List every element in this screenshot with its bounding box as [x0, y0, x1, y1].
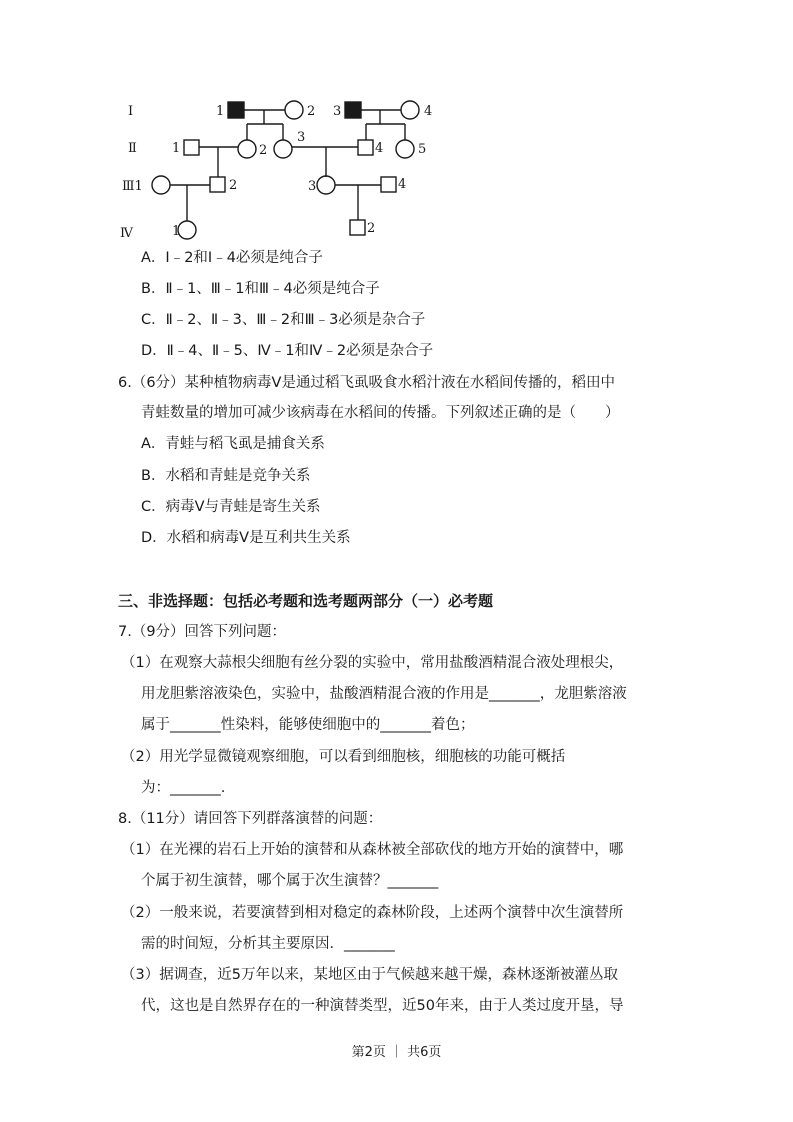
pedigree-I2-female	[285, 101, 303, 119]
page-footer: 第2页 ｜ 共6页	[351, 1045, 442, 1060]
q7-part1-line2: 用龙胆紫溶液染色，实验中，盐酸酒精混合液的作用是_______，龙胆紫溶液	[141, 686, 627, 702]
q6-stem-line1: 6.（6分）某种植物病毒Ⅴ是通过稻飞虱吸食水稻汁液在水稻间传播的，稻田中	[118, 375, 615, 391]
id-II1: 1	[172, 141, 181, 156]
q7-part1-line1: （1）在观察大蒜根尖细胞有丝分裂的实验中，常用盐酸酒精混合液处理根尖，	[121, 655, 624, 671]
q7-part2-line2: 为：_______.	[141, 780, 226, 796]
id-IV2: 2	[367, 221, 376, 236]
q6-option-c: C．病毒Ⅴ与青蛙是寄生关系	[141, 499, 321, 515]
id-III2: 2	[229, 178, 238, 193]
pedigree-III4-male	[381, 177, 396, 192]
pedigree-diagram	[108, 92, 448, 242]
q8-part2-line2: 需的时间短，分析其主要原因．_______	[141, 936, 395, 952]
id-III4: 4	[398, 177, 407, 192]
id-II5: 5	[418, 142, 427, 157]
id-III3: 3	[308, 179, 317, 194]
id-II3: 3	[297, 130, 306, 145]
q7-part2-line1: （2）用光学显微镜观察细胞，可以看到细胞核，细胞核的功能可概括	[121, 749, 566, 765]
q6-stem-line2: 青蛙数量的增加可减少该病毒在水稻间的传播。下列叙述正确的是（ ）	[141, 405, 620, 421]
q5-option-b: B．Ⅱ﹣1、Ⅲ﹣1和Ⅲ﹣4必须是纯合子	[141, 281, 380, 297]
id-II4: 4	[375, 141, 384, 156]
q8-part3-line2: 代，这也是自然界存在的一种演替类型，近50年来，由于人类过度开垦，导	[141, 998, 624, 1014]
pedigree-II3-female	[274, 140, 292, 158]
pedigree-I3-affected-male	[345, 102, 361, 118]
q6-option-a: A．青蛙与稻飞虱是捕食关系	[141, 436, 325, 452]
gen-label-IV: Ⅳ	[120, 226, 133, 241]
gen-label-II: Ⅱ	[128, 141, 137, 156]
pedigree-III2-male	[210, 177, 225, 192]
pedigree-III1-female	[152, 176, 170, 194]
id-I3: 3	[333, 104, 342, 119]
gen-label-III: Ⅲ1	[122, 179, 143, 194]
pedigree-I4-female	[401, 101, 419, 119]
pedigree-III3-female	[317, 176, 335, 194]
gen-label-I: Ⅰ	[128, 104, 134, 119]
q8-stem: 8.（11分）请回答下列群落演替的问题：	[118, 811, 383, 827]
pedigree-II4-male	[358, 140, 373, 155]
q6-option-b: B．水稻和青蛙是竞争关系	[141, 468, 311, 484]
q8-part1-line2: 个属于初生演替，哪个属于次生演替？_______	[141, 873, 439, 889]
pedigree-I1-affected-male	[228, 102, 244, 118]
q7-part1-line3: 属于_______性染料，能够使细胞中的_______着色；	[141, 717, 475, 733]
pedigree-II5-female	[396, 140, 414, 158]
pedigree-II2-female	[238, 140, 256, 158]
q8-part3-line1: （3）据调查，近5万年以来，某地区由于气候越来越干燥，森林逐渐被灌丛取	[121, 967, 618, 983]
q6-option-d: D．水稻和病毒Ⅴ是互利共生关系	[141, 530, 351, 546]
q8-part1-line1: （1）在光裸的岩石上开始的演替和从森林被全部砍伐的地方开始的演替中，哪	[121, 842, 624, 858]
q5-option-a: A．Ⅰ﹣2和Ⅰ﹣4必须是纯合子	[141, 250, 323, 266]
id-II2: 2	[259, 143, 268, 158]
id-IV1: 1	[172, 224, 181, 239]
section-title: 三、非选择题：包括必考题和选考题两部分（一）必考题	[118, 592, 494, 610]
pedigree-II1-male	[184, 140, 199, 155]
q8-part2-line1: （2）一般来说，若要演替到相对稳定的森林阶段，上述两个演替中次生演替所	[121, 905, 624, 921]
id-I1: 1	[216, 104, 225, 119]
pedigree-IV2-male	[350, 220, 365, 235]
q5-option-d: D．Ⅱ﹣4、Ⅱ﹣5、Ⅳ﹣1和Ⅳ﹣2必须是杂合子	[141, 343, 434, 359]
q5-option-c: C．Ⅱ﹣2、Ⅱ﹣3、Ⅲ﹣2和Ⅲ﹣3必须是杂合子	[141, 312, 426, 328]
id-I2: 2	[307, 104, 316, 119]
q7-stem: 7.（9分）回答下列问题：	[118, 624, 287, 640]
id-I4: 4	[424, 104, 433, 119]
pedigree-IV1-female	[178, 221, 196, 239]
